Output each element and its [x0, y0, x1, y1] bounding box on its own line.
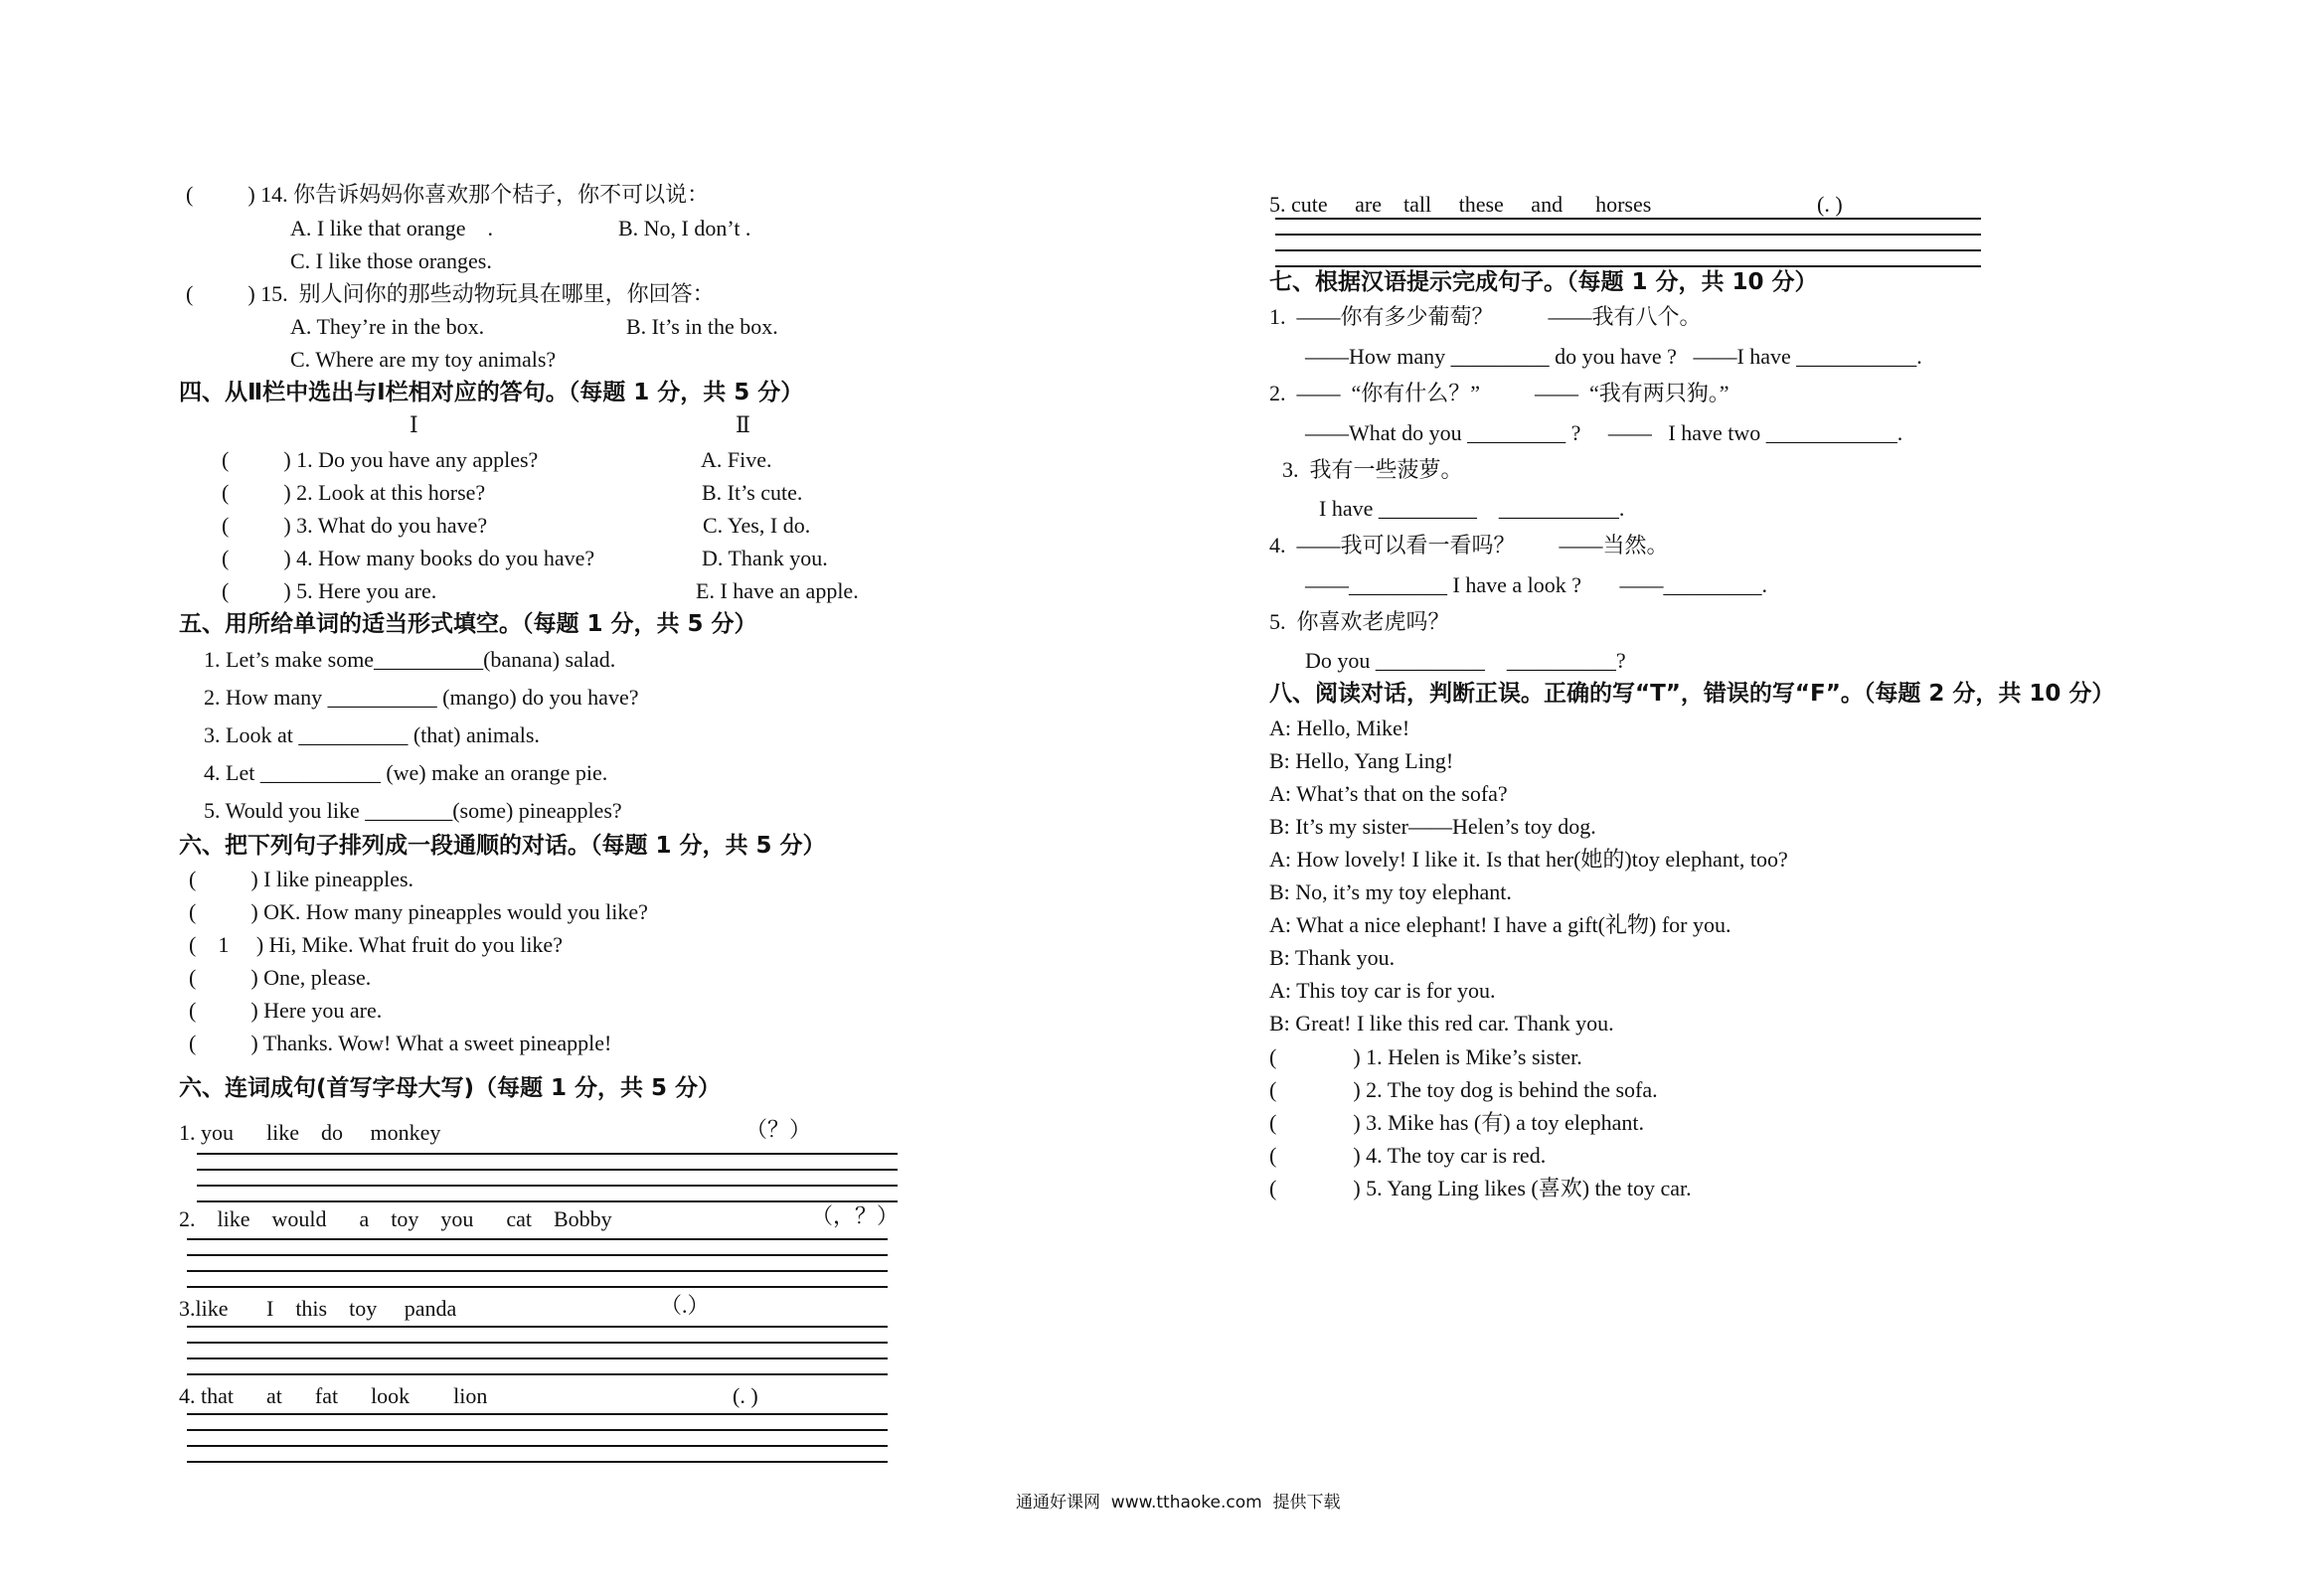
answer-line — [187, 1461, 888, 1463]
section4-col1-header: Ⅰ — [410, 412, 418, 437]
word-order-punct: （.） — [660, 1293, 710, 1318]
judge-item: ( ) 5. Yang Ling likes (喜欢) the toy car. — [1269, 1176, 1692, 1200]
section5-title: 五、用所给单词的适当形式填空。（每题 1 分，共 5 分） — [179, 611, 757, 637]
section4-question: ( ) 1. Do you have any apples? — [222, 447, 539, 472]
dialogue-line: A: What a nice elephant! I have a gift(礼物) for you. — [1269, 912, 1731, 937]
answer-line — [187, 1357, 888, 1359]
q14-option-c: C. I like those oranges. — [290, 248, 492, 273]
ordering-item: ( ) Here you are. — [189, 998, 383, 1023]
section6-words-title: 六、连词成句(首写字母大写)（每题 1 分，共 5 分） — [179, 1075, 722, 1101]
judge-item: ( ) 1. Helen is Mike’s sister. — [1269, 1044, 1582, 1069]
footer-source: 通通好课网 www.tthaoke.com 提供下载 — [1016, 1493, 1341, 1513]
answer-line — [197, 1200, 898, 1202]
q15-option-a: A. They’re in the box. — [290, 314, 485, 339]
word-order-item: 5. cute are tall these and horses — [1269, 192, 1652, 217]
section7-english: ——What do you _________ ? —— I have two ____________. — [1305, 420, 1903, 445]
section8-title: 八、阅读对话，判断正误。正确的写“T”，错误的写“F”。（每题 2 分，共 10 分） — [1269, 681, 2115, 707]
q14-option-a: A. I like that orange . — [290, 216, 494, 240]
section7-english: ——_________ I have a look ? ——_________. — [1305, 572, 1767, 597]
section4-answer: A. Five. — [701, 447, 772, 472]
section7-chinese: 5. 你喜欢老虎吗？ — [1269, 609, 1450, 634]
section7-english: ——How many _________ do you have ? ——I have ___________. — [1305, 344, 1922, 369]
section7-chinese: 4. ——我可以看一看吗？ ——当然。 — [1269, 533, 1669, 558]
dialogue-line: B: No, it’s my toy elephant. — [1269, 879, 1512, 904]
ordering-item: ( ) OK. How many pineapples would you like? — [189, 899, 648, 924]
section5-item: 1. Let’s make some__________(banana) salad. — [204, 647, 616, 672]
section4-question: ( ) 5. Here you are. — [222, 578, 437, 603]
dialogue-line: A: This toy car is for you. — [1269, 978, 1496, 1003]
section4-title: 四、从Ⅱ栏中选出与Ⅰ栏相对应的答句。（每题 1 分，共 5 分） — [179, 380, 804, 405]
judge-item: ( ) 3. Mike has (有) a toy elephant. — [1269, 1110, 1644, 1135]
answer-line — [197, 1153, 898, 1155]
section7-chinese: 3. 我有一些菠萝。 — [1282, 457, 1463, 482]
section7-chinese: 1. ——你有多少葡萄？ ——我有八个。 — [1269, 304, 1702, 329]
section7-chinese: 2. —— “你有什么？” —— “我有两只狗。” — [1269, 381, 1730, 405]
answer-line — [187, 1413, 888, 1415]
section5-item: 5. Would you like ________(some) pineapples? — [204, 798, 622, 823]
judge-item: ( ) 4. The toy car is red. — [1269, 1143, 1547, 1168]
answer-line — [1275, 234, 1981, 236]
dialogue-line: B: Great! I like this red car. Thank you. — [1269, 1011, 1614, 1036]
answer-line — [197, 1169, 898, 1171]
word-order-item: 3.like I this toy panda — [179, 1296, 457, 1321]
word-order-punct: (. ) — [1817, 192, 1843, 217]
dialogue-line: A: What’s that on the sofa? — [1269, 781, 1508, 806]
q14-option-b: B. No, I don’t . — [618, 216, 751, 240]
q14-stem: ( ) 14. 你告诉妈妈你喜欢那个桔子，你不可以说： — [186, 182, 710, 207]
ordering-item: ( 1 ) Hi, Mike. What fruit do you like? — [189, 932, 563, 957]
q15-option-c: C. Where are my toy animals? — [290, 347, 557, 372]
section7-title: 七、根据汉语提示完成句子。（每题 1 分，共 10 分） — [1269, 269, 1818, 295]
section5-item: 4. Let ___________ (we) make an orange pie. — [204, 760, 608, 785]
section6-ordering-title: 六、把下列句子排列成一段通顺的对话。（每题 1 分，共 5 分） — [179, 833, 826, 859]
ordering-item: ( ) I like pineapples. — [189, 867, 414, 891]
word-order-item: 1. you like do monkey — [179, 1120, 441, 1145]
dialogue-line: A: Hello, Mike! — [1269, 716, 1410, 740]
dialogue-line: B: It’s my sister——Helen’s toy dog. — [1269, 814, 1596, 839]
dialogue-line: A: How lovely! I like it. Is that her(她的)toy elephant, too? — [1269, 847, 1788, 872]
judge-item: ( ) 2. The toy dog is behind the sofa. — [1269, 1077, 1658, 1102]
word-order-item: 4. that at fat look lion — [179, 1383, 488, 1408]
word-order-item: 2. like would a toy you cat Bobby — [179, 1206, 612, 1231]
answer-line — [187, 1254, 888, 1256]
section4-col2-header: Ⅱ — [736, 412, 750, 437]
section4-question: ( ) 2. Look at this horse? — [222, 480, 486, 505]
section4-question: ( ) 4. How many books do you have? — [222, 546, 595, 570]
section4-answer: E. I have an apple. — [696, 578, 859, 603]
q15-stem: ( ) 15. 别人问你的那些动物玩具在哪里，你回答： — [186, 281, 715, 306]
answer-line — [1275, 218, 1981, 220]
answer-line — [187, 1429, 888, 1431]
word-order-punct: （，？） — [811, 1203, 900, 1228]
dialogue-line: B: Thank you. — [1269, 945, 1396, 970]
answer-line — [197, 1185, 898, 1187]
section4-answer: B. It’s cute. — [702, 480, 803, 505]
word-order-punct: （？） — [745, 1117, 812, 1142]
answer-line — [187, 1326, 888, 1328]
section7-english: Do you __________ __________? — [1305, 648, 1626, 673]
answer-line — [187, 1270, 888, 1272]
q15-option-b: B. It’s in the box. — [626, 314, 778, 339]
section5-item: 3. Look at __________ (that) animals. — [204, 722, 540, 747]
section4-answer: D. Thank you. — [702, 546, 828, 570]
word-order-punct: (. ) — [733, 1383, 758, 1408]
answer-line — [187, 1373, 888, 1375]
section4-question: ( ) 3. What do you have? — [222, 513, 488, 538]
answer-line — [187, 1238, 888, 1240]
answer-line — [187, 1286, 888, 1288]
ordering-item: ( ) One, please. — [189, 965, 372, 990]
answer-line — [1275, 265, 1981, 267]
answer-line — [1275, 249, 1981, 251]
answer-line — [187, 1342, 888, 1344]
dialogue-line: B: Hello, Yang Ling! — [1269, 748, 1454, 773]
section5-item: 2. How many __________ (mango) do you have? — [204, 685, 639, 710]
section4-answer: C. Yes, I do. — [703, 513, 811, 538]
ordering-item: ( ) Thanks. Wow! What a sweet pineapple! — [189, 1031, 612, 1055]
answer-line — [187, 1445, 888, 1447]
section7-english: I have _________ ___________. — [1319, 496, 1625, 521]
